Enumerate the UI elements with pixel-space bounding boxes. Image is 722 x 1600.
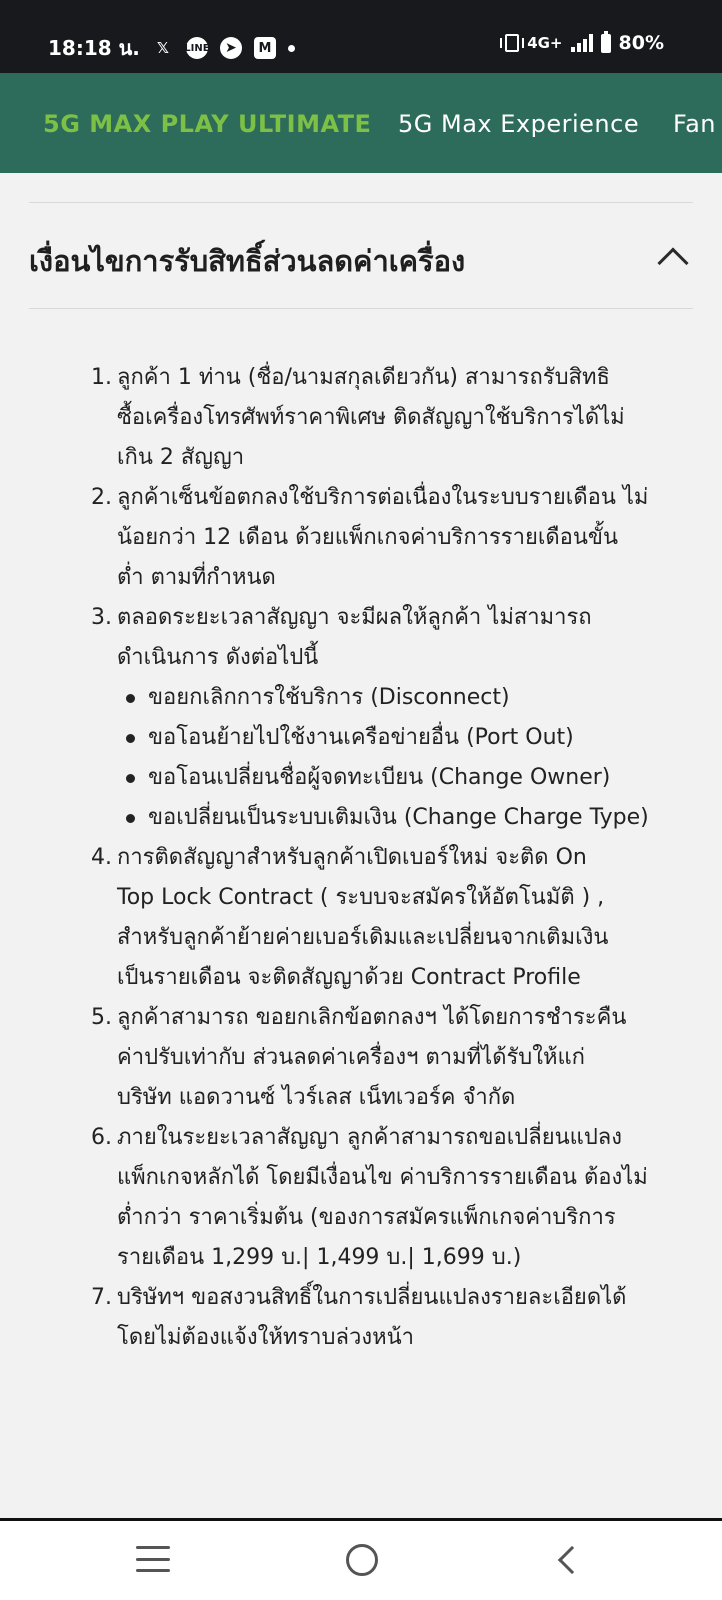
tab-fan[interactable]: Fan — [673, 110, 717, 138]
home-icon[interactable] — [346, 1544, 378, 1576]
status-right — [505, 32, 664, 54]
gmail-icon: M — [254, 37, 276, 59]
status-left — [48, 32, 295, 64]
sub-item-change-owner: ขอโอนเปลี่ยนชื่อผู้จดทะเบียน (Change Owner) — [117, 758, 691, 798]
term-sublist — [117, 678, 691, 838]
recent-apps-icon[interactable] — [136, 1546, 170, 1572]
signal-icon — [571, 34, 593, 52]
package-tab-bar — [0, 73, 722, 173]
x-icon: 𝕏 — [156, 39, 169, 57]
compass-icon: ➤ — [220, 37, 242, 59]
term-item: 4. การติดสัญญาสำหรับลูกค้าเปิดเบอร์ใหม่ จะติด On Top Lock Contract ( ระบบจะสมัครให้อัตโนมัติ ) , สำหรับลูกค้าย้ายค่ายเบอร์เดิมและเปลี่ยนจากเติมเงิน เป็นรายเดือน จะติดสัญญาด้วย Contract Profile — [91, 845, 609, 990]
divider-bottom — [29, 308, 693, 309]
terms-list — [91, 358, 691, 1358]
sub-item-change-charge-type: ขอเปลี่ยนเป็นระบบเติมเงิน (Change Charge Type) — [117, 798, 691, 838]
vibrate-icon — [505, 34, 519, 52]
status-bar — [0, 0, 722, 73]
clock: 18:18 น. — [48, 36, 140, 60]
term-item: 2. ลูกค้าเซ็นข้อตกลงใช้บริการต่อเนื่องในระบบรายเดือน ไม่ น้อยกว่า 12 เดือน ด้วยแพ็กเกจค่าบริการรายเดือนขั้น ต่ำ ตามที่กำหนด — [91, 485, 649, 590]
back-icon[interactable] — [558, 1546, 586, 1574]
dot-icon — [288, 45, 295, 52]
sub-item-disconnect: ขอยกเลิกการใช้บริการ (Disconnect) — [117, 678, 691, 718]
divider-top — [29, 202, 693, 203]
term-item: 7. บริษัทฯ ขอสงวนสิทธิ์ในการเปลี่ยนแปลงรายละเอียดได้ โดยไม่ต้องแจ้งให้ทราบล่วงหน้า — [91, 1285, 627, 1350]
term-item: 1. ลูกค้า 1 ท่าน (ชื่อ/นามสกุลเดียวกัน) สามารถรับสิทธิ ซื้อเครื่องโทรศัพท์ราคาพิเศษ ติดสัญญาใช้บริการได้ไม่ เกิน 2 สัญญา — [91, 365, 625, 470]
battery-percent: 80% — [618, 32, 664, 54]
system-nav-bar — [0, 1518, 722, 1600]
sub-item-port-out: ขอโอนย้ายไปใช้งานเครือข่ายอื่น (Port Out) — [117, 718, 691, 758]
term-item: 6. ภายในระยะเวลาสัญญา ลูกค้าสามารถขอเปลี่ยนแปลง แพ็กเกจหลักได้ โดยมีเงื่อนไข ค่าบริการรายเดือน ต้องไม่ ต่ำกว่า ราคาเริ่มต้น (ของการสมัครแพ็กเกจค่าบริการ รายเดือน 1,299 บ.| 1,499 บ.| 1,699 บ.) — [91, 1125, 648, 1270]
tab-5g-max-play-ultimate[interactable]: 5G MAX PLAY ULTIMATE — [43, 110, 372, 138]
term-item: 3. ตลอดระยะเวลาสัญญา จะมีผลให้ลูกค้า ไม่สามารถ ดำเนินการ ดังต่อไปนี้ ขอยกเลิกการใช้บริการ (Disconnect) ขอโอนย้ายไปใช้งานเครือข่ายอื่น (Port Out) ขอโอนเปลี่ยนชื่อผู้จดทะเบียน (Change Owner) ขอเปลี่ยนเป็นระบบเติมเงิน (Change Charge Type) — [91, 598, 691, 838]
term-item: 5. ลูกค้าสามารถ ขอยกเลิกข้อตกลงฯ ได้โดยการชำระคืน ค่าปรับเท่ากับ ส่วนลดค่าเครื่องฯ ตามที่ได้รับให้แก่ บริษัท แอดวานซ์ ไวร์เลส เน็ทเวอร์ค จำกัด — [91, 1005, 627, 1110]
section-title[interactable]: เงื่อนไขการรับสิทธิ์ส่วนลดค่าเครื่อง — [29, 244, 466, 278]
chevron-up-icon[interactable] — [657, 247, 688, 278]
line-icon: LINE — [186, 37, 208, 59]
battery-icon — [601, 34, 611, 53]
tab-5g-max-experience[interactable]: 5G Max Experience — [398, 110, 640, 138]
network-type: 4G+ — [527, 34, 563, 52]
